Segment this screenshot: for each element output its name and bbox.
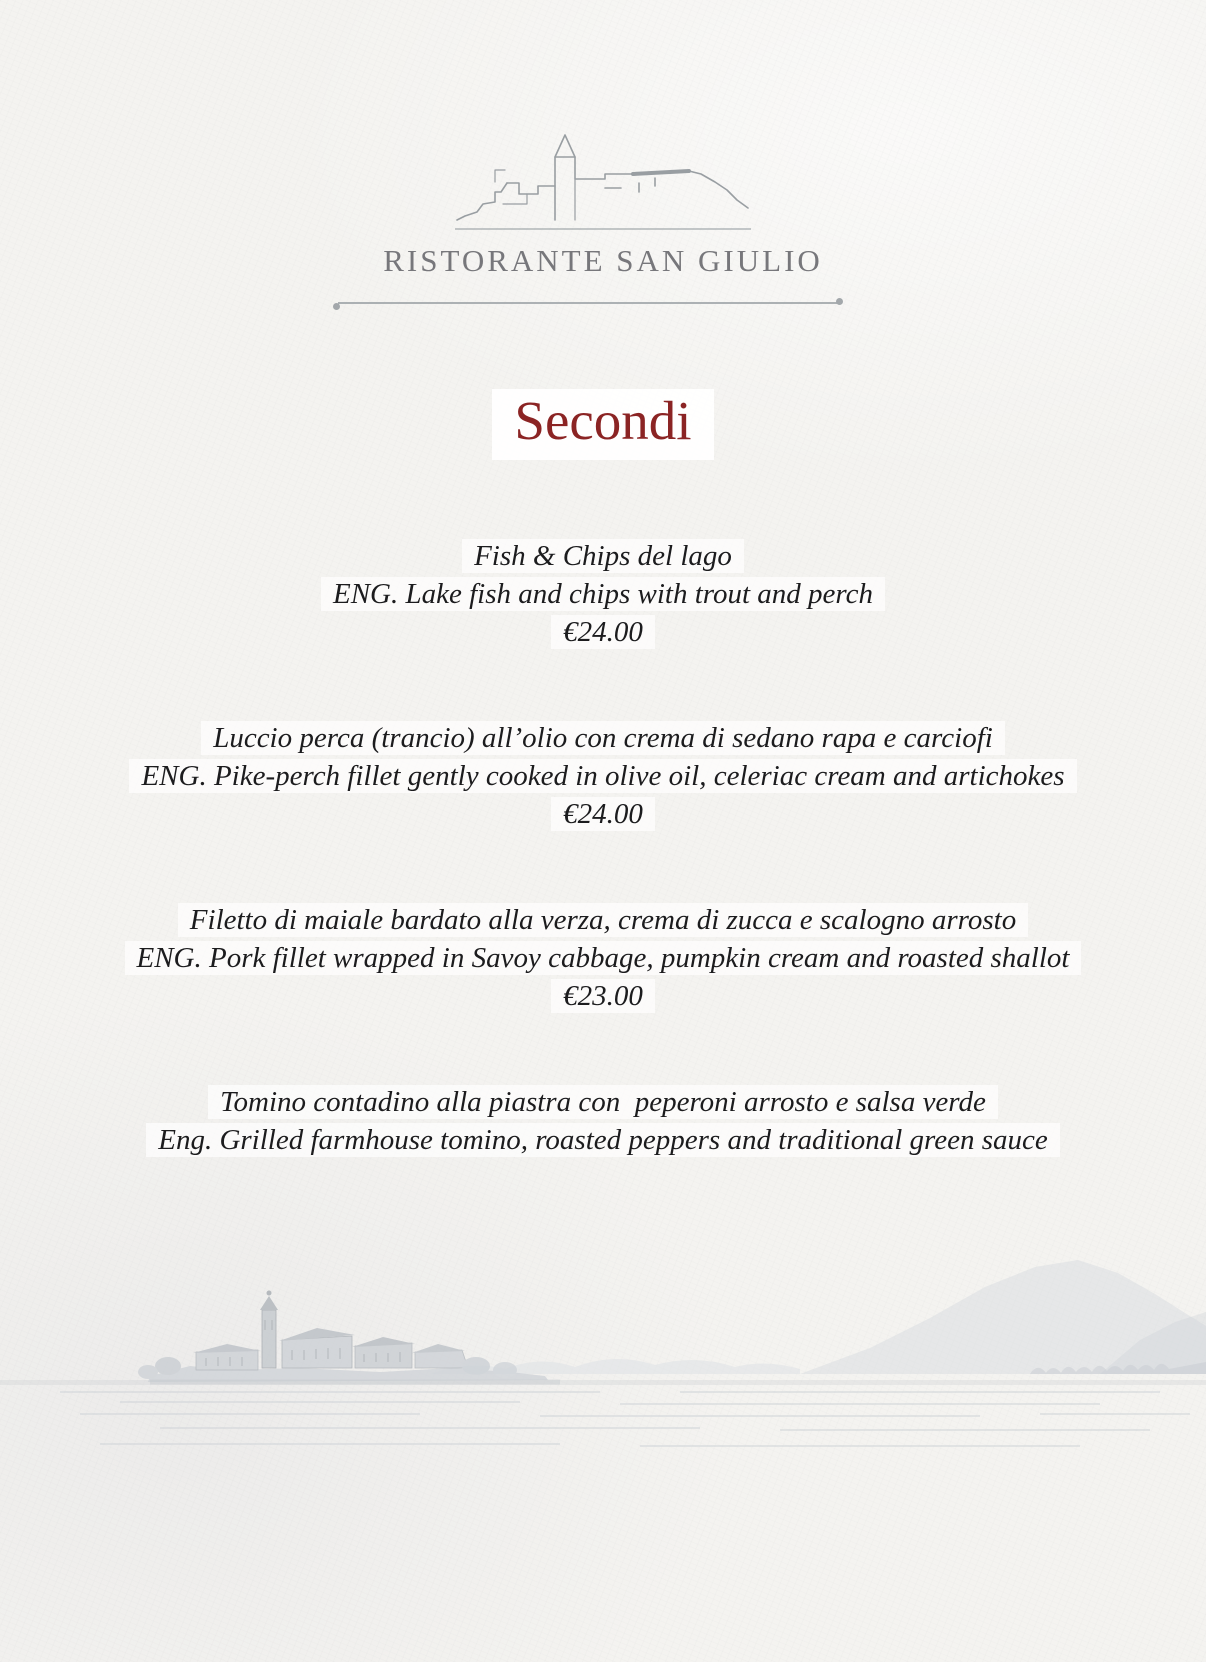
dish-name-italian-text: Tomino contadino alla piastra con peperoni arrosto e salsa verde — [208, 1085, 998, 1119]
menu-item — [0, 901, 1206, 1015]
restaurant-name: RISTORANTE SAN GIULIO — [383, 243, 823, 278]
dish-name-english-text: ENG. Lake fish and chips with trout and perch — [321, 577, 885, 611]
menu-item — [0, 537, 1206, 651]
section-title-text: Secondi — [492, 389, 713, 460]
section-title — [0, 389, 1206, 460]
dish-price — [0, 977, 1206, 1015]
dish-name-italian-text: Fish & Chips del lago — [462, 539, 744, 573]
header-divider — [338, 302, 838, 304]
dish-name-italian — [0, 719, 1206, 757]
dish-name-english-text: Eng. Grilled farmhouse tomino, roasted peppers and traditional green sauce — [146, 1123, 1060, 1157]
dish-price-text: €24.00 — [551, 615, 655, 649]
dish-name-english-text: ENG. Pike-perch fillet gently cooked in olive oil, celeriac cream and artichokes — [129, 759, 1076, 793]
menu-item — [0, 1083, 1206, 1159]
dish-price — [0, 613, 1206, 651]
dish-name-italian-text: Luccio perca (trancio) all’olio con crema di sedano rapa e carciofi — [201, 721, 1005, 755]
village-skyline-icon — [443, 126, 763, 241]
dish-price-text: €24.00 — [551, 797, 655, 831]
dish-name-english — [0, 757, 1206, 795]
lake-island-illustration — [0, 1170, 1206, 1470]
dish-name-english — [0, 939, 1206, 977]
dish-name-english-text: ENG. Pork fillet wrapped in Savoy cabbage, pumpkin cream and roasted shallot — [125, 941, 1082, 975]
menu-items — [0, 537, 1206, 1159]
dish-name-italian — [0, 901, 1206, 939]
dish-name-italian — [0, 1083, 1206, 1121]
menu-item — [0, 719, 1206, 833]
dish-price — [0, 795, 1206, 833]
dish-name-english — [0, 1121, 1206, 1159]
dish-name-italian — [0, 537, 1206, 575]
dish-name-italian-text: Filetto di maiale bardato alla verza, crema di zucca e scalogno arrosto — [178, 903, 1028, 937]
dish-price-text: €23.00 — [551, 979, 655, 1013]
dish-name-english — [0, 575, 1206, 613]
